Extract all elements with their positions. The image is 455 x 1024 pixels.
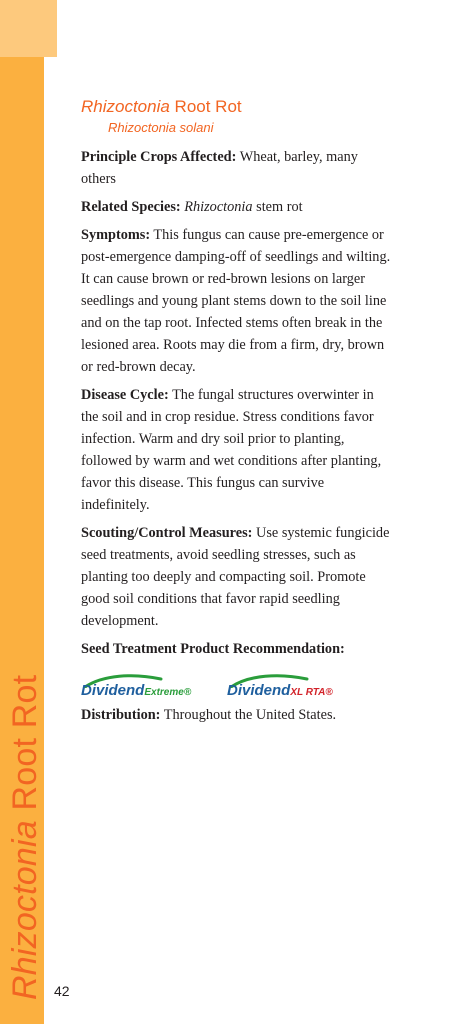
seed-treatment-label: Seed Treatment Product Recommendation: — [81, 641, 345, 657]
distribution-label: Distribution: — [81, 707, 161, 723]
disease-cycle-label: Disease Cycle: — [81, 387, 169, 403]
disease-cycle-paragraph — [81, 384, 393, 516]
crops-affected-text: Wheat, barley, many others — [81, 149, 358, 187]
crops-affected-label: Principle Crops Affected: — [81, 149, 237, 165]
disease-cycle-text: The fungal structures overwinter in the soil and in crop residue. Stress conditions favor infection. Warm and dry soil prior to planting, followed by warm and wet conditions after planting, favor this disease. This fungus can survive indefinitely. — [81, 387, 382, 513]
related-species-italic: Rhizoctonia — [184, 199, 253, 215]
dividend-extreme-suffix: Extreme — [144, 687, 184, 698]
symptoms-text: This fungus can cause pre-emergence or post-emergence damping-off of seedlings and wilting. It can cause brown or red-brown lesions on larger seedlings and young plant stems down to the soil line and on the tap root. Infected stems often break in the lesioned area. Roots may die from a firm, dry, brown or red-brown decay. — [81, 227, 391, 375]
dividend-xlrta-logo — [227, 674, 351, 700]
scouting-text: Use systemic fungicide seed treatments, avoid seedling stresses, such as planting too deeply and compacting soil. Promote good soil conditions that favor rapid seedling development. — [81, 525, 390, 629]
related-species-label: Related Species: — [81, 199, 181, 215]
related-species-text: stem rot — [252, 199, 303, 215]
page-title-rest: Root Rot — [169, 97, 242, 116]
distribution-text: Throughout the United States. — [160, 707, 337, 723]
dividend-xlrta-suffix: XL RTA — [290, 687, 326, 698]
page-number: 42 — [54, 983, 70, 999]
crops-affected-paragraph — [81, 146, 393, 190]
symptoms-label: Symptoms: — [81, 227, 151, 243]
main-content — [81, 96, 393, 732]
dividend-xlrta-word: Dividend — [227, 682, 291, 699]
distribution-paragraph — [81, 704, 393, 726]
scientific-name: Rhizoctonia solani — [108, 120, 214, 135]
side-title-italic: Rhizoctonia — [6, 820, 44, 1000]
related-species-paragraph — [81, 196, 393, 218]
seed-treatment-paragraph — [81, 638, 393, 660]
page-title-italic: Rhizoctonia — [81, 97, 170, 116]
scouting-paragraph — [81, 522, 393, 632]
dividend-extreme-logo — [81, 674, 211, 700]
dividend-xlrta-mark: ® — [325, 687, 333, 698]
corner-block — [0, 0, 57, 57]
scouting-label: Scouting/Control Measures: — [81, 525, 253, 541]
side-title-rest: Root Rot — [6, 674, 44, 821]
side-title — [6, 675, 45, 1000]
dividend-extreme-mark: ® — [183, 687, 192, 698]
symptoms-paragraph — [81, 224, 393, 378]
page-title — [81, 96, 393, 118]
dividend-extreme-word: Dividend — [81, 682, 145, 699]
product-logos — [81, 672, 393, 700]
